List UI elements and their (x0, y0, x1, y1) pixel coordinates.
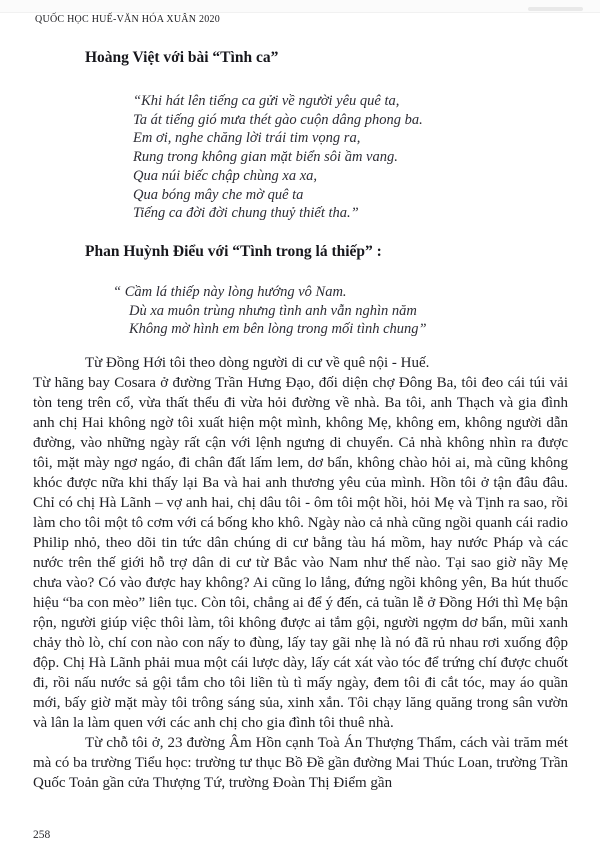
scan-artifact-smudge (528, 7, 583, 11)
poem-line: Qua núi biếc chập chùng xa xa, (133, 167, 318, 184)
paragraph-opening-line: Từ Đồng Hới tôi theo dòng người di cư về quê nội - Huế. (85, 355, 430, 371)
poem-line: Qua bóng mây che mờ quê ta (133, 186, 304, 203)
poem-tinh-trong-la-thiep (113, 283, 427, 339)
poem-line: Em ơi, nghe chăng lời trái tim vọng ra, (133, 130, 361, 147)
running-header: QUỐC HỌC HUẾ-VĂN HÓA XUÂN 2020 (35, 14, 220, 25)
poem-line: “Khi hát lên tiếng ca gửi về người yêu quê ta, (133, 93, 400, 109)
poem-line: Không mờ hình em bên lòng trong mối tình chung” (129, 321, 427, 338)
poem-line: Ta át tiếng gió mưa thét gào cuộn dâng phong ba. (133, 111, 423, 128)
poem-line: Dù xa muôn trùng nhưng tình anh vẫn nghìn năm (129, 302, 417, 319)
body-text (33, 353, 568, 793)
poem-line: Tiếng ca đời đời chung thuỷ thiết tha.” (133, 205, 359, 222)
paragraph-schools: Từ chỗ tôi ở, 23 đường Âm Hồn cạnh Toà Án Thượng Thẩm, cách vài trăm mét mà có ba trường Tiểu học: trường tư thục Bồ Đề gần đường Mai Thúc Loan, trường Trần Quốc Toản gần cửa Thượng Tứ, trường Đoàn Thị Điểm gần (33, 735, 568, 791)
poem-line: “ Cầm lá thiếp này lòng hướng vô Nam. (113, 284, 347, 300)
page-number: 258 (33, 829, 51, 841)
section-heading-hoang-viet: Hoàng Việt với bài “Tình ca” (85, 49, 279, 66)
page-top-margin-strip (0, 0, 600, 13)
poem-tinh-ca (133, 92, 423, 223)
poem-line: Rung trong không gian mặt biển sôi ầm vang. (133, 149, 398, 166)
paragraph-main: Từ hãng bay Cosara ở đường Trần Hưng Đạo, đối diện chợ Đông Ba, tôi đeo cái túi vải tòn teng trên cổ, vừa thất thểu đi vừa hỏi đường về nhà. Ba tôi, anh Thạch và gia đình anh chị Hai không ngờ tôi xuất hiện một mình, không Mẹ, không em, không người dẫn đường, vào những ngày rất cận với lệnh ngưng di chuyển. Cả nhà không nhìn ra được tôi, mặt mày ngơ ngáo, đi chân đất lấm lem, dơ bẩn, không chào hỏi ai, mà cũng không khóc được nữa khi thấy lại Ba và hai anh thương yêu của mình. Hồn tôi ở tận đâu đâu. Chỉ có chị Hà Lãnh – vợ anh hai, chị dâu tôi - ôm tôi một hồi, hỏi Mẹ và Tịnh ra sao, rồi làm cho tôi một tô cơm với cá bống kho khô. Ngày nào cả nhà cũng ngồi quanh cái radio Philip nhỏ, theo dõi tin tức dân chúng di cư bằng tàu há mồm, hay nước Pháp và các nước trên thế giới hỗ trợ dân di cư từ Bắc vào Nam như thế nào. Tại sao giờ nầy Mẹ chưa vào? Có vào được hay không? Ai cũng lo lắng, đứng ngồi không yên, Ba hút thuốc hiệu “ba con mèo” liên tục. Còn tôi, chẳng ai để ý đến, cả tuần lễ ở Đồng Hới thì Mẹ bận rộn, người giúp việc thôi làm, tôi không được ai tắm gội, người ngợm dơ bẩn, mũi xanh chảy thò lò, chí con nào con nấy to đùng, lấy tay gãi nhẹ là nó đã rủ nhau rơi xuống độp độp. Chị Hà Lãnh phải mua một cái lược dày, lấy cát xát vào tóc để trứng chí được chuốt đi, rồi nấu nước sả gội tắm cho tôi liền tù tì mấy ngày, đem tôi đi cắt tóc, may áo quần mới, bấy giờ mặt mày tôi trông sáng sủa, xinh xắn. Tôi chạy lăng quăng trong sân vườn và lân la làm quen với các anh chị cho gia đình tôi thuê nhà. (33, 375, 568, 731)
section-heading-phan-huynh-dieu: Phan Huỳnh Điểu với “Tình trong lá thiếp” : (85, 243, 382, 260)
